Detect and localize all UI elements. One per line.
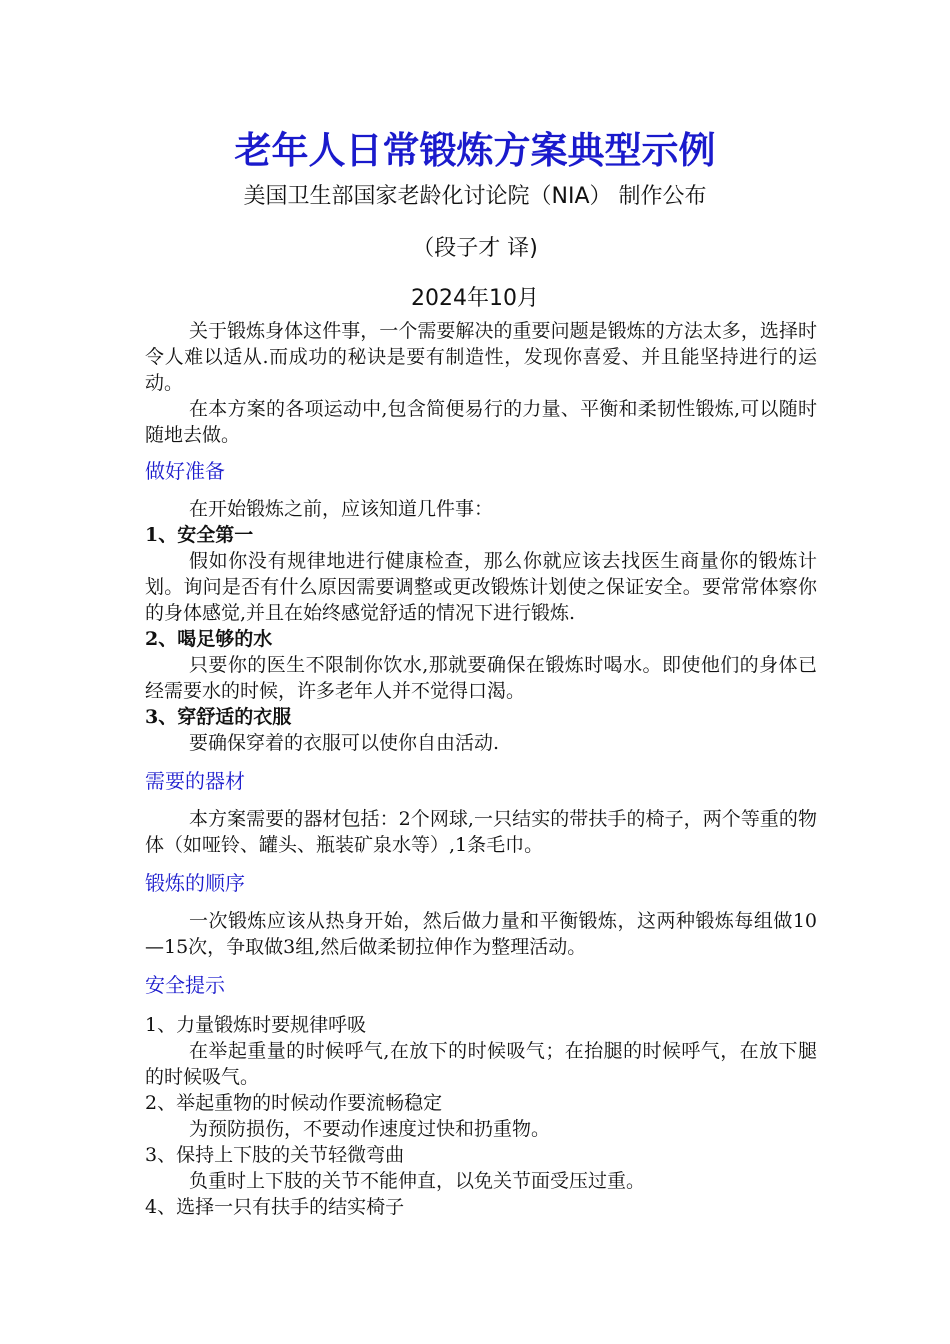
prep-lead: 在开始锻炼之前，应该知道几件事：: [189, 498, 494, 520]
prep-item-text: 假如你没有规律地进行健康检查，那么你就应该去找医生商量你的锻炼计划。询问是否有什么原因需要调整或更改锻炼计划使之保证安全。要常常体察你的身体感觉,并且在始终感觉舒适的情况下进行锻炼.: [145, 550, 817, 624]
prep-item-text: 只要你的医生不限制你饮水,那就要确保在锻炼时喝水。即使他们的身体已经需要水的时候，许多老年人并不觉得口渴。: [145, 654, 817, 702]
tip-text: 在举起重量的时候呼气,在放下的时候吸气；在抬腿的时候呼气，在放下腿的时候吸气。: [145, 1040, 817, 1088]
tip-title: 1、力量锻炼时要规律呼吸: [145, 1014, 367, 1036]
document-title: 老年人日常锻炼方案典型示例: [234, 129, 716, 172]
document-subtitle: 美国卫生部国家老龄化讨论院（NIA） 制作公布: [243, 184, 707, 209]
order-text: 一次锻炼应该从热身开始，然后做力量和平衡锻炼，这两种锻炼每组做10—15次，争取做3组,然后做柔韧拉伸作为整理活动。: [145, 910, 817, 958]
tip-title: 2、举起重物的时候动作要流畅稳定: [145, 1092, 443, 1114]
tip-text: 为预防损伤，不要动作速度过快和扔重物。: [189, 1118, 551, 1140]
tip-title: 3、保持上下肢的关节轻微弯曲: [145, 1144, 405, 1166]
prep-item-text: 要确保穿着的衣服可以使你自由活动.: [189, 732, 500, 754]
section-heading-order: 锻炼的顺序: [145, 871, 245, 895]
document-date: 2024年10月: [411, 286, 539, 311]
prep-item-title: 2、喝足够的水: [145, 628, 273, 650]
section-heading-prep: 做好准备: [145, 459, 225, 483]
section-heading-tips: 安全提示: [145, 973, 225, 997]
document-body: [145, 318, 817, 1220]
tip-text: 负重时上下肢的关节不能伸直，以免关节面受压过重。: [189, 1170, 646, 1192]
intro-paragraph: 关于锻炼身体这件事，一个需要解决的重要问题是锻炼的方法太多，选择时令人难以适从.而成功的秘诀是要有制造性，发现你喜爱、并且能坚持进行的运动。: [145, 320, 817, 394]
section-heading-equipment: 需要的器材: [145, 769, 245, 793]
equipment-text: 本方案需要的器材包括：2个网球,一只结实的带扶手的椅子，两个等重的物体（如哑铃、罐头、瓶装矿泉水等）,1条毛巾。: [145, 808, 817, 856]
intro-paragraph: 在本方案的各项运动中,包含简便易行的力量、平衡和柔韧性锻炼,可以随时随地去做。: [145, 398, 817, 446]
tip-title: 4、选择一只有扶手的结实椅子: [145, 1196, 405, 1218]
translator-credit: （段子才 译): [412, 236, 538, 261]
prep-item-title: 3、穿舒适的衣服: [145, 706, 292, 728]
prep-item-title: 1、安全第一: [145, 524, 254, 546]
